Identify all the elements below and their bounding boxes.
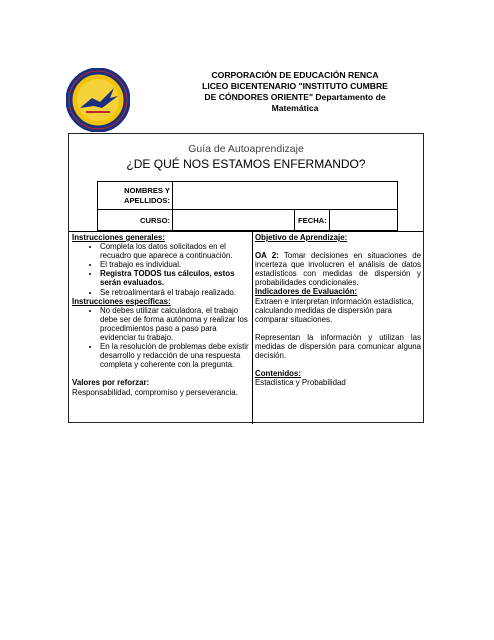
date-field[interactable] (331, 210, 397, 231)
student-info-box (97, 181, 398, 231)
course-label: CURSO: (98, 210, 173, 231)
contents-text: Estadística y Probabilidad (255, 378, 346, 388)
indicators-heading: Indicadores de Evaluación: (255, 287, 358, 297)
general-instructions-list (72, 242, 250, 297)
oa-label: OA 2: (255, 251, 279, 261)
school-logo (66, 68, 130, 132)
list-item: • En la resolución de problemas debe existir desarrollo y redacción de una respuesta completa y coherente con la pregunta. (100, 342, 250, 369)
list-item: • Registra TODOS tus cálculos, estos serán evaluados. (100, 269, 250, 287)
course-field[interactable] (174, 210, 293, 231)
objectives-column (255, 233, 421, 387)
specific-instructions-heading: Instrucciones específicas: (72, 296, 171, 306)
date-label: FECHA: (294, 210, 330, 231)
guide-title: ¿DE QUÉ NOS ESTAMOS ENFERMANDO? (126, 157, 366, 171)
list-item: • El trabajo es individual. (100, 260, 250, 269)
guide-subtitle: Guía de Autoaprendizaje (188, 143, 304, 155)
indicator-2: Representan la información y utilizan las medidas de dispersión para comunicar alguna decisión. (255, 332, 421, 361)
general-instructions-heading: Instrucciones generales: (72, 233, 165, 242)
header-line-4: Matemática (271, 103, 319, 113)
values-heading: Valores por reforzar: (72, 378, 150, 388)
names-field[interactable] (174, 182, 397, 209)
list-item: • No debes utilizar calculadora, el trabajo debe ser de forma autónoma y realizar los procedimientos paso a paso para evidenciar tu trabajo. (100, 306, 250, 342)
header-line-2: LICEO BICENTENARIO "INSTITUTO CUMBRE (202, 81, 388, 91)
course-row (98, 210, 397, 231)
header-line-1: CORPORACIÓN DE EDUCACIÓN RENCA (211, 70, 379, 80)
contents-heading: Contenidos: (255, 369, 302, 379)
guide-frame (68, 133, 424, 423)
names-label (98, 182, 173, 210)
instructions-section (69, 231, 423, 423)
instructions-column (72, 233, 250, 397)
names-label-line-1: NOMBRES Y (124, 186, 170, 195)
specific-instructions-list (72, 306, 250, 370)
header-line-3: DE CÓNDORES ORIENTE" Departamento de (204, 92, 386, 102)
institution-header (150, 70, 440, 114)
values-text: Responsabilidad, compromiso y perseverancia. (72, 387, 238, 397)
oa-paragraph (255, 251, 421, 287)
oa-text: Tomar decisiones en situaciones de incerteza que involucren el análisis de datos estadísticos con medidas de dispersión y probabilidades condicionales. (255, 251, 421, 288)
names-label-line-2: APELLIDOS: (124, 196, 170, 205)
column-divider (252, 232, 253, 424)
list-item: • Se retroalimentará el trabajo realizado. (100, 288, 250, 297)
names-row (98, 182, 397, 210)
objective-heading: Objetivo de Aprendizaje: (255, 233, 348, 242)
indicator-1: Extraen e interpretan información estadística, calculando medidas de dispersión para comparar situaciones. (255, 296, 414, 324)
list-item: • Completa los datos solicitados en el recuadro que aparece a continuación. (100, 242, 250, 260)
